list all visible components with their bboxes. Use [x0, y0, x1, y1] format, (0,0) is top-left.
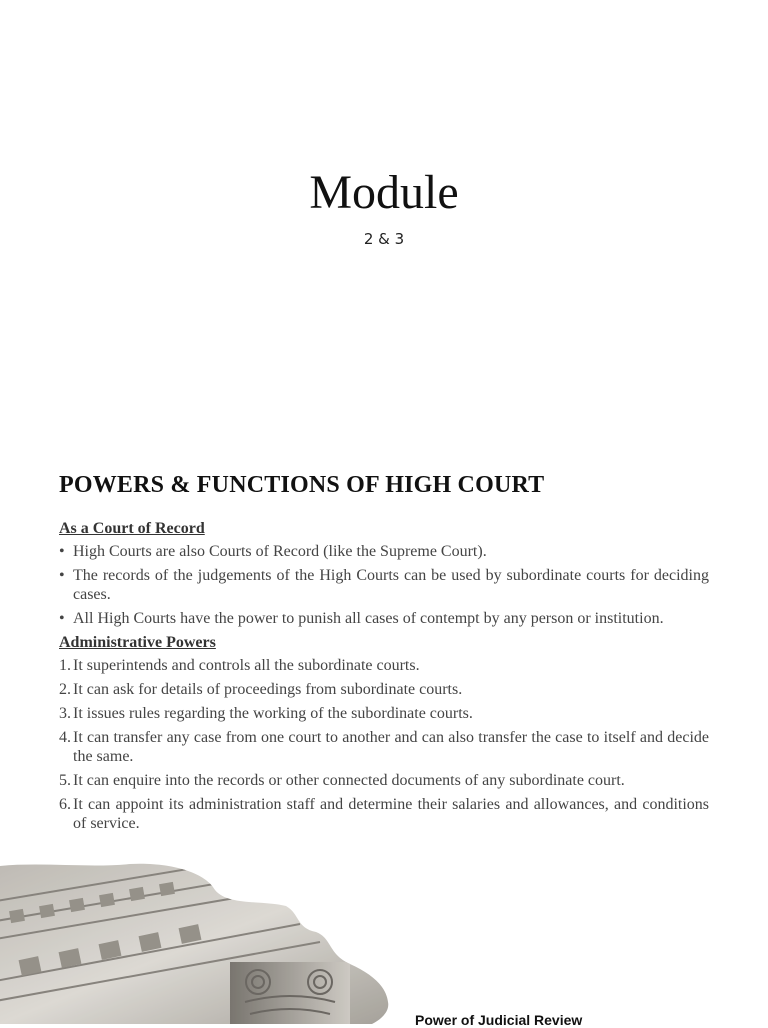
next-slide-label: Power of Judicial Review — [415, 1012, 583, 1028]
administrative-powers-list — [59, 656, 709, 833]
list-item: • All High Courts have the power to punish all cases of contempt by any person or institution. — [59, 609, 709, 628]
list-item: • The records of the judgements of the High Courts can be used by subordinate courts for deciding cases. — [59, 566, 709, 604]
content-slide — [59, 472, 709, 838]
list-item-text: It can ask for details of proceedings from subordinate courts. — [73, 681, 463, 698]
list-item: 5. It can enquire into the records or other connected documents of any subordinate court. — [59, 772, 625, 789]
list-item: 2. It can ask for details of proceedings from subordinate courts. — [59, 681, 463, 698]
list-item-text: It can appoint its administration staff and determine their salaries and allowances, and conditions of service. — [73, 796, 709, 832]
list-item: 4. It can transfer any case from one court to another and can also transfer the case to itself and decide the same. — [59, 729, 709, 765]
slide-title: Module — [309, 166, 459, 219]
subheading-court-of-record: As a Court of Record — [59, 520, 205, 537]
list-item: 1. It superintends and controls all the subordinate courts. — [59, 657, 420, 674]
list-item-text: It can transfer any case from one court to another and can also transfer the case to itself and decide the same. — [73, 729, 709, 765]
section-heading: POWERS & FUNCTIONS OF HIGH COURT — [59, 472, 545, 498]
court-of-record-list — [59, 542, 709, 628]
courthouse-columns-image — [0, 862, 400, 1024]
list-item-text: It superintends and controls all the subordinate courts. — [73, 657, 420, 674]
subheading-administrative-powers: Administrative Powers — [59, 634, 216, 651]
list-item: 3. It issues rules regarding the working of the subordinate courts. — [59, 705, 473, 722]
list-item: 6. It can appoint its administration staff and determine their salaries and allowances, and conditions of service. — [59, 796, 709, 832]
list-item-text: It can enquire into the records or other connected documents of any subordinate court. — [73, 772, 625, 789]
slide-subtitle: 2 & 3 — [363, 230, 405, 248]
list-item-text: It issues rules regarding the working of the subordinate courts. — [73, 705, 473, 722]
list-item: • High Courts are also Courts of Record (like the Supreme Court). — [59, 542, 709, 561]
